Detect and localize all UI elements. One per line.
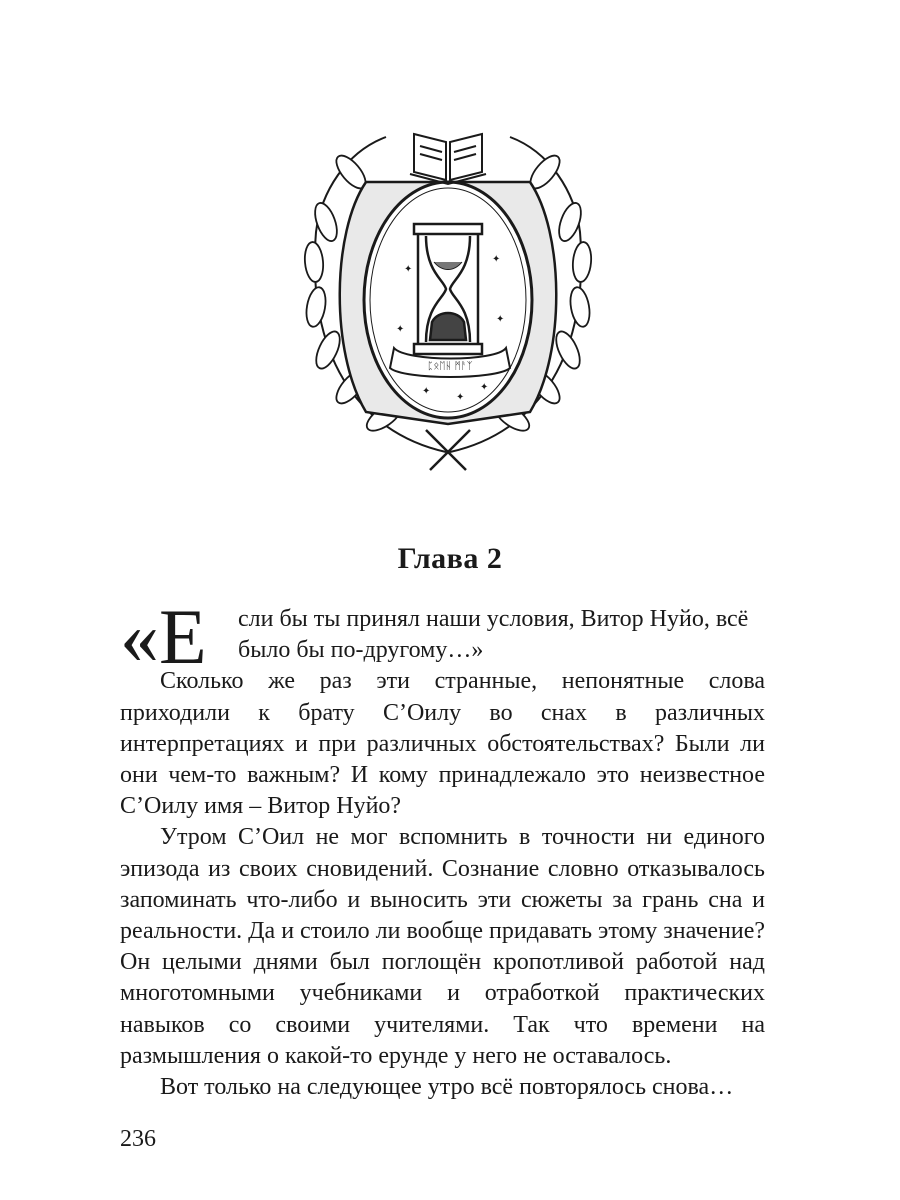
- svg-text:✦: ✦: [496, 314, 505, 325]
- svg-text:✦: ✦: [404, 264, 413, 275]
- paragraph: Вот только на следующее утро всё повторялось снова…: [160, 1074, 734, 1101]
- opening-line-1: сли бы ты принял наши условия, Витор Нуйо, всё: [238, 606, 749, 632]
- chapter-title: Глава 2: [397, 542, 503, 575]
- svg-text:✦: ✦: [480, 382, 489, 393]
- svg-text:✦: ✦: [456, 392, 465, 403]
- svg-text:✦: ✦: [422, 386, 431, 397]
- chapter-emblem: [296, 112, 600, 474]
- opening-line-2: было бы по-другому…»: [238, 637, 484, 664]
- svg-text:✦: ✦: [492, 254, 501, 265]
- paragraph: Сколько же раз эти странные, непонятные слова приходили к брату С’Оилу во снах в различных интерпретациях и при различных обстоятельствах? Были ли они чем-то важным? И кому принадлежало это неизвестное С’Оилу имя – Витор Нуйо?: [120, 668, 765, 820]
- svg-text:ᛈᛟᛖᚺ ᛗᚨᛉ: ᛈᛟᛖᚺ ᛗᚨᛉ: [427, 361, 473, 372]
- drop-cap: «Е: [120, 593, 207, 680]
- hourglass-crest-icon: [296, 112, 600, 474]
- opening-paragraph: [120, 593, 765, 680]
- svg-text:✦: ✦: [396, 324, 405, 335]
- page-number: 236: [120, 1126, 156, 1152]
- paragraph: Утром С’Оил не мог вспомнить в точности ни единого эпизода из своих сновидений. Сознание словно отказывалось запоминать что-либо и выносить эти сюжеты за грань сна и реальности. Да и стоило ли вообще придавать этому значение? Он целыми днями был поглощён кропотливой работой над многотомными учебниками и отработкой практических навыков со своими учителями. Так что времени на размышления о какой-то ерунде у него не оставалось.: [120, 824, 765, 1069]
- chapter-body: [120, 593, 765, 1103]
